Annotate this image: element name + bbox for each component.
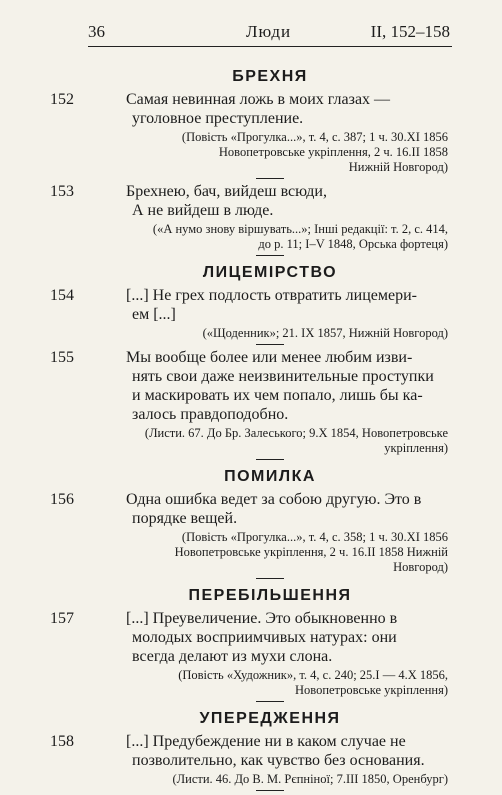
source-citation bbox=[88, 326, 452, 341]
quote-line: нять свои даже неизвинительные проступки bbox=[132, 368, 434, 385]
quote-line bbox=[50, 348, 452, 367]
source-line: («А нумо знову віршувать...»; Інші редакції: т. 2, с. 414, bbox=[152, 222, 448, 236]
source-line: (Листи. 67. До Бр. Залеського; 9.X 1854, Новопетровське bbox=[144, 426, 448, 440]
quote-line-text: Самая невинная ложь в моих глазах — bbox=[126, 91, 391, 108]
entry-number: 152 bbox=[50, 91, 74, 108]
quote-text bbox=[50, 490, 452, 528]
entry-number: 158 bbox=[50, 733, 74, 750]
section-end-rule bbox=[256, 790, 284, 791]
running-title: Люди bbox=[246, 22, 292, 41]
quote-line bbox=[50, 490, 452, 509]
page-content bbox=[50, 62, 452, 794]
page-number: 36 bbox=[88, 22, 105, 41]
entry-number: 156 bbox=[50, 491, 74, 508]
source-citation bbox=[88, 668, 452, 698]
section-end-rule bbox=[256, 578, 284, 579]
quote-entry bbox=[50, 609, 452, 698]
source-line: Новгород) bbox=[393, 560, 448, 574]
quote-text bbox=[50, 732, 452, 770]
quote-line: всегда делают из мухи слона. bbox=[132, 648, 333, 665]
quote-line: порядке вещей. bbox=[132, 510, 238, 527]
quote-line bbox=[50, 182, 452, 201]
source-citation bbox=[88, 772, 452, 787]
quote-line: А не вийдеш в люде. bbox=[132, 202, 274, 219]
quote-text bbox=[50, 182, 452, 220]
quote-entry bbox=[50, 286, 452, 341]
quote-line-text: [...] Предубеждение ни в каком случае не bbox=[126, 733, 406, 750]
quote-entry bbox=[50, 490, 452, 575]
quote-line bbox=[50, 732, 452, 751]
section-end-rule bbox=[256, 459, 284, 460]
source-line: (Повість «Прогулка...», т. 4, с. 387; 1 ч. 30.XI 1856 bbox=[181, 130, 448, 144]
running-header bbox=[88, 22, 452, 48]
source-line: (Повість «Художник», т. 4, с. 240; 25.I — 4.X 1856, bbox=[178, 668, 448, 682]
quote-line-text: [...] Преувеличение. Это обыкновенно в bbox=[126, 610, 398, 627]
source-citation bbox=[88, 426, 452, 456]
source-line: до р. 11; I–V 1848, Орська фортеця) bbox=[258, 237, 448, 251]
source-citation bbox=[88, 530, 452, 575]
section-end-rule bbox=[256, 701, 284, 702]
entry-range: II, 152–158 bbox=[370, 22, 450, 41]
source-line: укріплення) bbox=[384, 441, 448, 455]
quote-entry bbox=[50, 348, 452, 456]
source-line: Нижній Новгород) bbox=[348, 160, 448, 174]
entry-number: 154 bbox=[50, 287, 74, 304]
entry-number: 155 bbox=[50, 349, 74, 366]
source-line: (Повість «Прогулка...», т. 4, с. 358; 1 ч. 30.XI 1856 bbox=[181, 530, 448, 544]
quote-entry bbox=[50, 90, 452, 175]
quote-line bbox=[50, 90, 452, 109]
source-line: Новопетровське укріплення, 2 ч. 16.II 1858 bbox=[218, 145, 448, 159]
quote-line: залось правдоподобно. bbox=[132, 406, 289, 423]
quote-line: ем [...] bbox=[132, 306, 176, 323]
section-title: ПЕРЕБІЛЬШЕННЯ bbox=[188, 587, 352, 604]
quote-line: молодых восприимчивых натурах: они bbox=[132, 629, 397, 646]
quote-line: и маскировать их чем попало, лишь бы ка- bbox=[132, 387, 423, 404]
quote-text bbox=[50, 609, 452, 666]
entry-separator-rule bbox=[256, 178, 284, 179]
quote-text bbox=[50, 90, 452, 128]
section-title: УПЕРЕДЖЕННЯ bbox=[199, 710, 341, 727]
quote-text bbox=[50, 348, 452, 424]
source-line: Новопетровське укріплення, 2 ч. 16.II 1858 Нижній bbox=[174, 545, 448, 559]
source-citation bbox=[88, 130, 452, 175]
section-title: БРЕХНЯ bbox=[232, 68, 308, 85]
quote-line-text: [...] Не грех подлость отвратить лицемери- bbox=[126, 287, 417, 304]
entry-number: 153 bbox=[50, 183, 74, 200]
quote-entry bbox=[50, 182, 452, 252]
section-title: ЛИЦЕМІРСТВО bbox=[202, 264, 338, 281]
section-title: ПОМИЛКА bbox=[224, 468, 316, 485]
source-citation bbox=[88, 222, 452, 252]
quote-line-text: Мы вообще более или менее любим изви- bbox=[126, 349, 413, 366]
source-line: (Листи. 46. До В. М. Рєпніної; 7.III 1850, Оренбург) bbox=[172, 772, 448, 786]
section-end-rule bbox=[256, 255, 284, 256]
source-line: («Щоденник»; 21. IX 1857, Нижній Новгород) bbox=[202, 326, 448, 340]
quote-line-text: Брехнею, бач, вийдеш всюди, bbox=[126, 183, 327, 200]
entry-separator-rule bbox=[256, 344, 284, 345]
quote-line-text: Одна ошибка ведет за собою другую. Это в bbox=[126, 491, 422, 508]
source-line: Новопетровське укріплення) bbox=[294, 683, 448, 697]
quote-line: уголовное преступление. bbox=[132, 110, 304, 127]
quote-line bbox=[50, 609, 452, 628]
quote-text bbox=[50, 286, 452, 324]
quote-entry bbox=[50, 732, 452, 787]
entry-number: 157 bbox=[50, 610, 74, 627]
quote-line bbox=[50, 286, 452, 305]
header-rule bbox=[88, 46, 452, 47]
quote-line: позволительно, как чувство без основания. bbox=[132, 752, 425, 769]
